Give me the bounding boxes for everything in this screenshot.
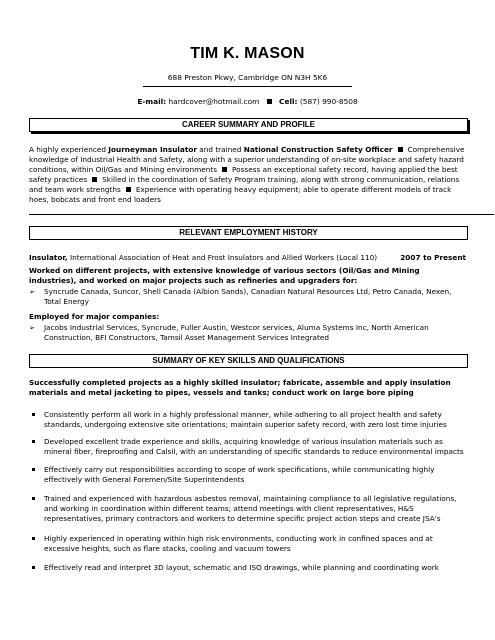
skill-item bbox=[29, 494, 467, 524]
skill-text: Trained and experienced with hazardous asbestos removal, maintaining compliance to all legislative regulations, and working in coordination within different teams; attend meetings with client representatives, H&S representatives, primary contractors and workers to determine specific project action steps and create JSA's bbox=[44, 494, 457, 523]
employers-intro: Employed for major companies: bbox=[29, 312, 160, 321]
square-bullet-icon bbox=[126, 187, 131, 192]
employers-list-text: Jacobs Industrial Services, Syncrude, Fuller Austin, Westcor services, Aluma Systems Inc, North American Construction, BFI Constructors, Tamsil Asset Management Services Integrated bbox=[44, 323, 429, 342]
job-organization: International Association of Heat and Frost Insulators and Allied Workers (Local 110) bbox=[67, 253, 378, 262]
bullet-icon bbox=[32, 413, 35, 416]
skill-text: Highly experienced in operating within high risk environments, conducting work in confined spaces and at excessive heights, such as flare stacks, cooling and vacuum towers bbox=[44, 534, 433, 553]
summary-bold-2: National Construction Safety Officer bbox=[243, 145, 393, 154]
skill-item bbox=[29, 410, 467, 430]
skill-item bbox=[29, 465, 467, 485]
section-employment-history: RELEVANT EMPLOYMENT HISTORY bbox=[29, 226, 468, 240]
bullet-icon bbox=[32, 497, 35, 500]
candidate-name: TIM K. MASON bbox=[190, 45, 305, 62]
square-bullet-icon bbox=[92, 177, 97, 182]
square-bullet-icon bbox=[398, 147, 403, 152]
summary-text-2: and trained bbox=[196, 145, 244, 154]
skills-intro: Successfully completed projects as a highly skilled insulator; fabricate, assemble and apply insulation materials and metal jacketing to pipes, vessels and tanks; conduct work on large bore piping bbox=[29, 378, 451, 397]
square-bullet-icon bbox=[267, 99, 272, 104]
bullet-icon bbox=[32, 566, 35, 569]
employers-list-item bbox=[29, 323, 467, 343]
section-career-summary: CAREER SUMMARY AND PROFILE bbox=[29, 118, 468, 132]
bullet-icon bbox=[32, 468, 35, 471]
skill-text: Developed excellent trade experience and skills, acquiring knowledge of various insulation materials such as mineral fiber, fireproofing and Calsil, with an understanding of specific standards to reduce environmental impacts bbox=[44, 437, 464, 456]
summary-text-6: Experience with operating heavy equipment; able to operate different models of track hoes, bobcats and front end loaders bbox=[29, 185, 452, 204]
job-dates: 2007 to Present bbox=[400, 253, 466, 262]
arrow-bullet-icon: ➢ bbox=[29, 288, 35, 296]
skill-text: Effectively carry out responsibilities according to scope of work specifications, while communicating highly effectively with General Foremen/Site Superintendents bbox=[44, 465, 435, 484]
skill-text: Consistently perform all work in a highly professional manner, while adhering to all project health and safety standards, undergoing extensive site orientations; maintain superior safety record, with zero lost time injuries bbox=[44, 410, 447, 429]
skill-text: Effectively read and interpret 3D layout, schematic and ISO drawings, while planning and coordinating work bbox=[44, 563, 440, 572]
projects-list-text: Syncrude Canada, Suncor, Shell Canada (Albion Sands), Canadian Natural Resources Ltd, Petro Canada, Nexen, Total Energy bbox=[44, 287, 452, 306]
summary-text-5: Skilled in the coordination of Safety Program training, along with strong communication, relations and team work strengths bbox=[29, 175, 460, 194]
section-divider bbox=[29, 214, 494, 215]
bullet-icon bbox=[32, 537, 35, 540]
job-title-line bbox=[29, 253, 466, 263]
projects-intro: Worked on different projects, with extensive knowledge of various sectors (Oil/Gas and Mining industries), and worked on major projects such as refineries and upgraders for: bbox=[29, 266, 420, 285]
address: 688 Preston Pkwy, Cambridge ON N3H 5K6 bbox=[167, 73, 328, 82]
contact-line bbox=[0, 97, 495, 106]
cell-value: (587) 990-8508 bbox=[299, 97, 358, 106]
header-divider bbox=[143, 86, 352, 87]
summary-text-4: Possess an exceptional safety record, having applied the best safety practices bbox=[29, 165, 458, 184]
square-bullet-icon bbox=[222, 167, 227, 172]
summary-bold-1: Journeyman Insulator bbox=[108, 145, 197, 154]
summary-text-1: A highly experienced bbox=[29, 145, 109, 154]
summary-paragraph bbox=[29, 145, 467, 205]
skill-item bbox=[29, 563, 467, 573]
bullet-icon bbox=[32, 440, 35, 443]
section-key-skills: SUMMARY OF KEY SKILLS AND QUALIFICATIONS bbox=[29, 354, 468, 368]
skill-item bbox=[29, 437, 467, 457]
email-value: hardcover@hotmail.com bbox=[168, 97, 260, 106]
skill-item bbox=[29, 534, 467, 554]
email-label: E-mail: bbox=[137, 97, 167, 106]
projects-list-item bbox=[29, 287, 467, 307]
summary-text-3: Comprehensive knowledge of Industrial Health and Safety, along with a superior understanding of on-site workplace and safety hazard conditions, within Oil/Gas and Mining environments bbox=[29, 145, 465, 174]
arrow-bullet-icon: ➢ bbox=[29, 324, 35, 332]
cell-label: Cell: bbox=[279, 97, 298, 106]
job-title: Insulator, bbox=[29, 253, 68, 262]
